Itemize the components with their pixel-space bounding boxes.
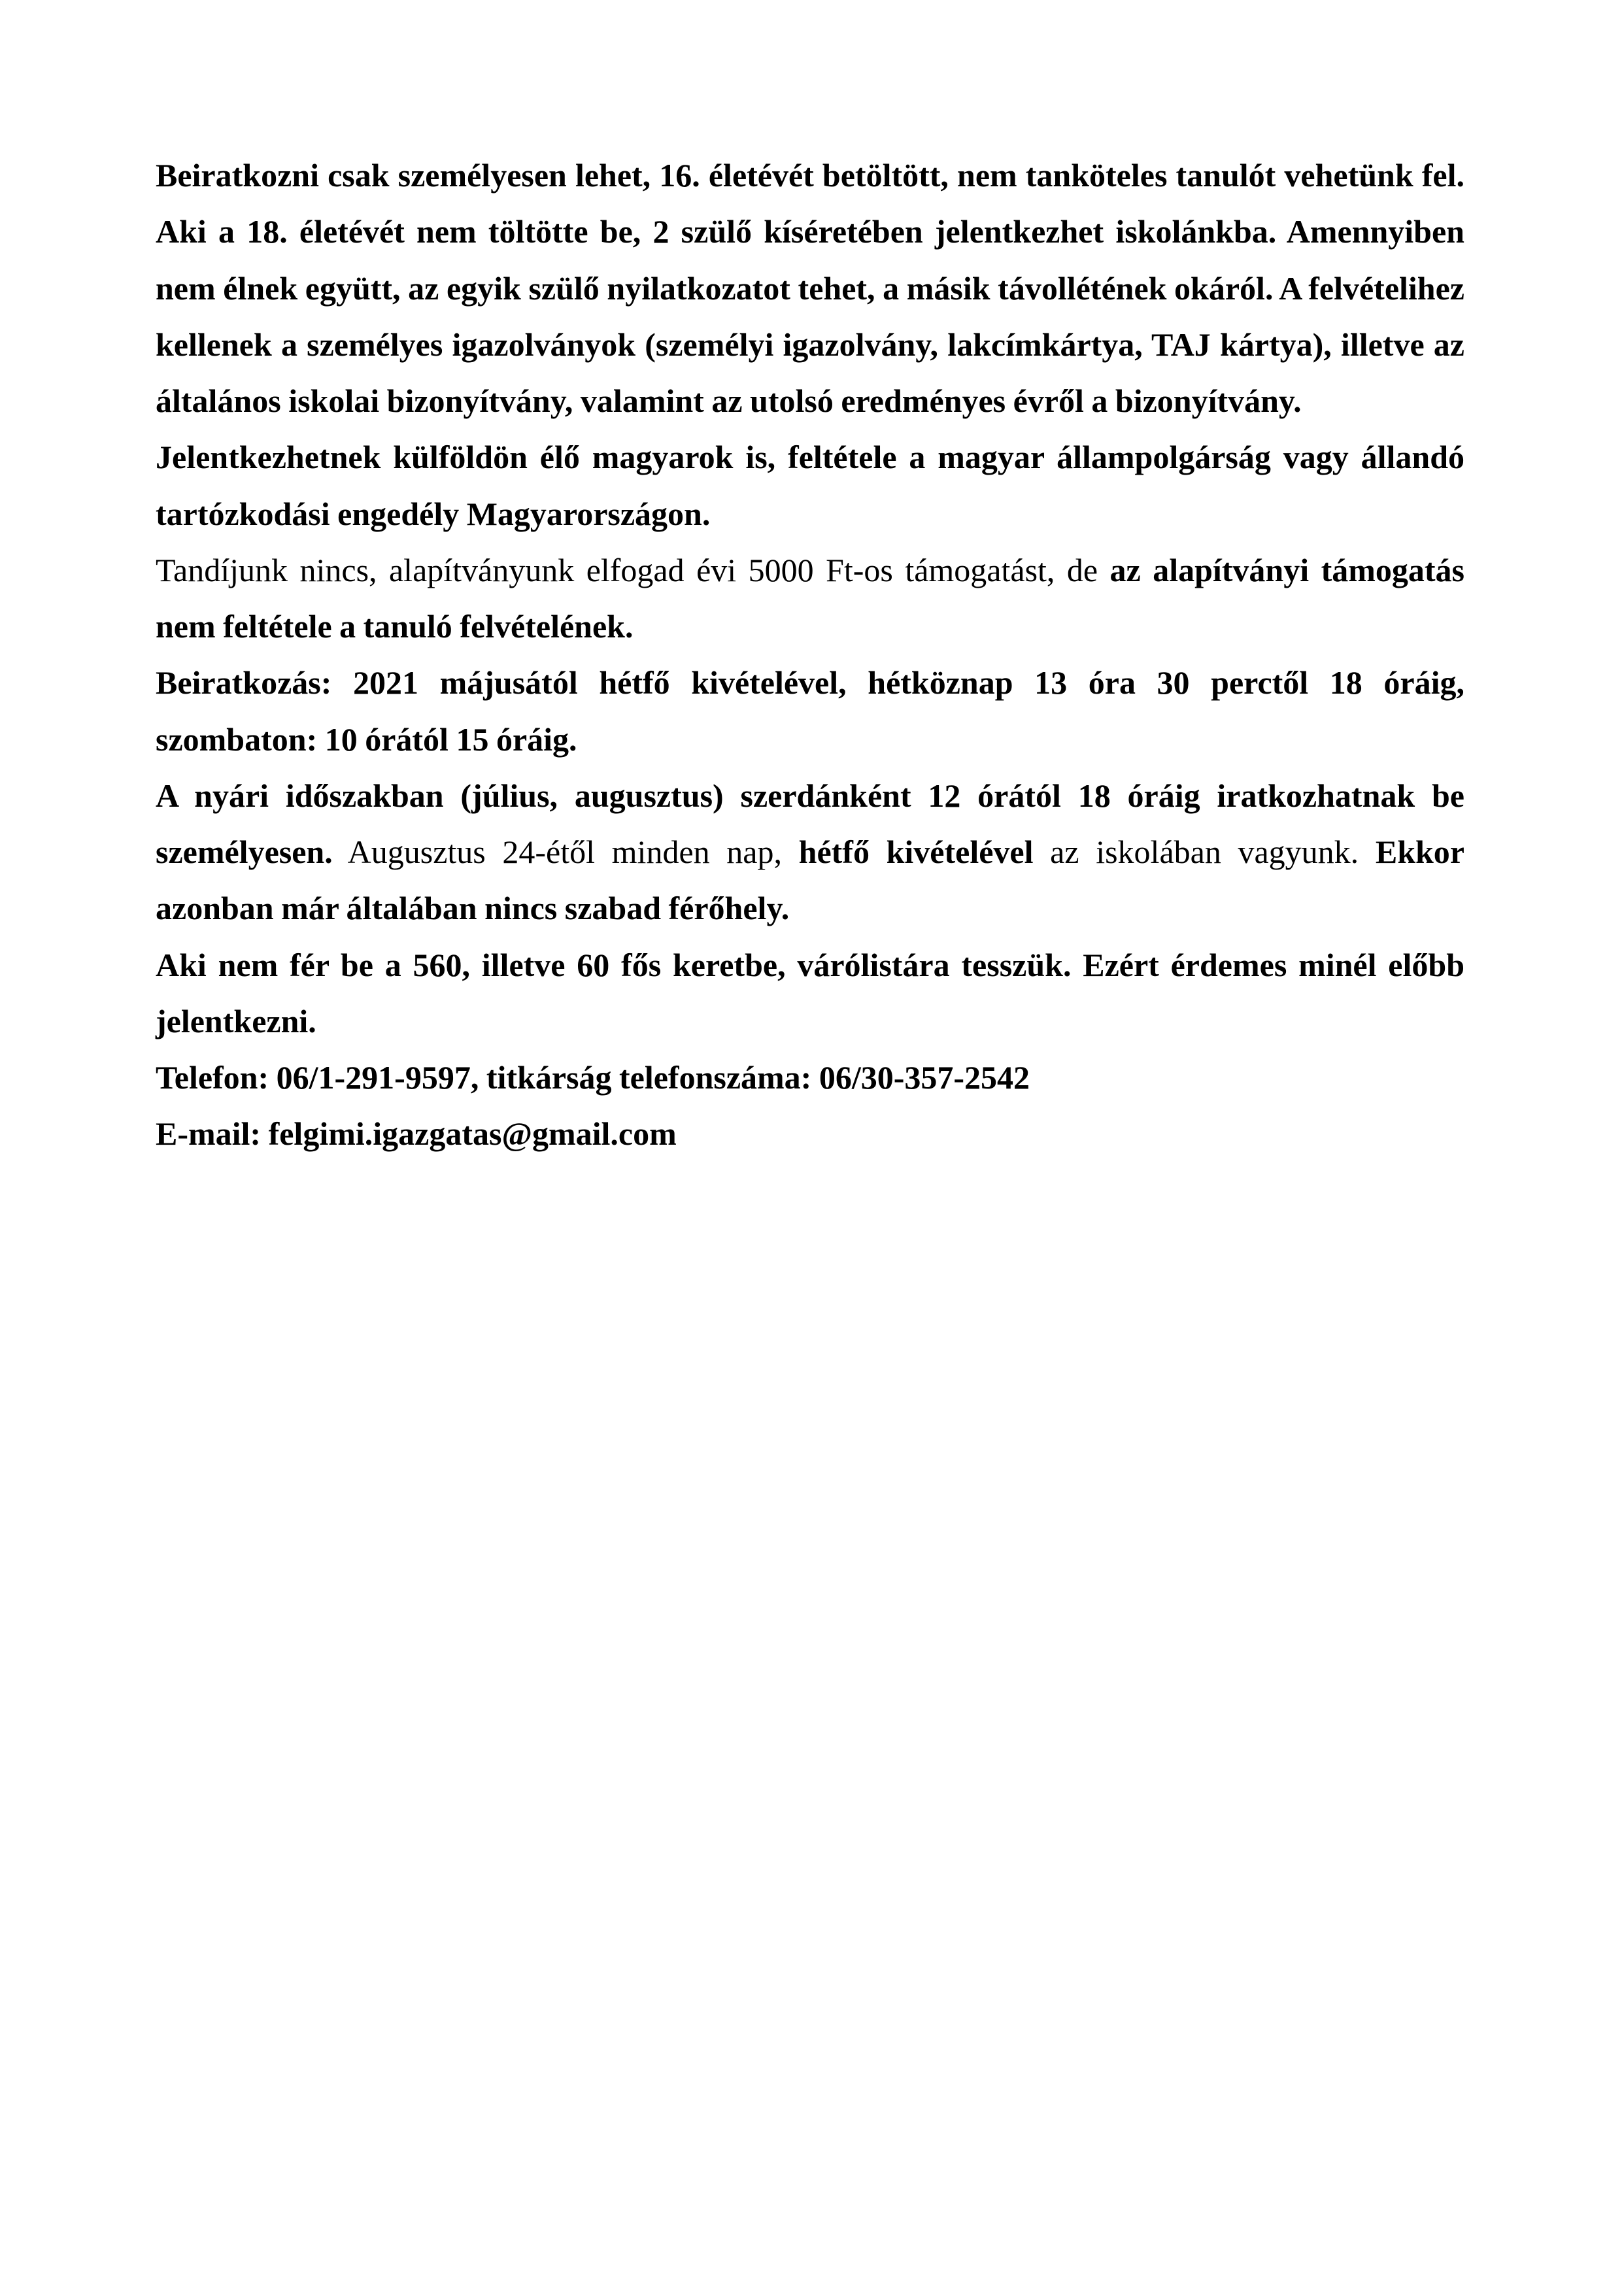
text-run: Jelentkezhetnek külföldön élő magyarok is, feltétele a magyar állampolgárság vagy állandó tartózkodási engedély Magyarországon. bbox=[156, 439, 1464, 532]
paragraph bbox=[156, 1049, 1464, 1105]
text-run: Beiratkozni csak személyesen lehet, 16. életévét betöltött, nem tanköteles tanulót vehetünk fel. Aki a 18. életévét nem töltötte be, 2 szülő kíséretében jelentkezhet iskolánkba. Amennyiben nem élnek együtt, az egyik szülő nyilatkozatot tehet, a másik távollétének okáról. A felvételihez kellenek a személyes igazolványok (személyi igazolvány, lakcímkártya, TAJ kártya), illetve az általános iskolai bizonyítvány, valamint az utolsó eredményes évről a bizonyítvány. bbox=[156, 157, 1464, 419]
text-run: E-mail: felgimi.igazgatas@gmail.com bbox=[156, 1115, 677, 1153]
text-run: az iskolában vagyunk. bbox=[1033, 834, 1376, 870]
paragraph bbox=[156, 147, 1464, 429]
text-run: Augusztus 24-étől minden nap, bbox=[332, 834, 799, 870]
text-run: A nyári időszakban (július, augusztus) szerdánként 12 órától 18 óráig iratkozhatnak be személyesen. bbox=[156, 777, 1464, 870]
paragraph bbox=[156, 654, 1464, 767]
text-run: Ekkor azonban már általában nincs szabad férőhely. bbox=[156, 834, 1465, 927]
paragraph bbox=[156, 767, 1464, 937]
paragraph bbox=[156, 429, 1464, 542]
document-body bbox=[156, 147, 1464, 1162]
text-run: az alapítványi támogatás nem feltétele a tanuló felvételének. bbox=[156, 551, 1465, 645]
paragraph bbox=[156, 937, 1464, 1050]
paragraph bbox=[156, 542, 1464, 655]
text-run: Telefon: 06/1-291-9597, titkárság telefonszáma: 06/30-357-2542 bbox=[156, 1059, 1030, 1096]
paragraph bbox=[156, 1105, 1464, 1162]
text-run: Beiratkozás: 2021 májusától hétfő kivételével, hétköznap 13 óra 30 perctől 18 óráig, szombaton: 10 órától 15 óráig. bbox=[156, 664, 1464, 758]
text-run: hétfő kivételével bbox=[798, 834, 1034, 870]
text-run: Aki nem fér be a 560, illetve 60 fős keretbe, várólistára tesszük. Ezért érdemes minél előbb jelentkezni. bbox=[156, 946, 1464, 1039]
text-run: Tandíjunk nincs, alapítványunk elfogad évi 5000 Ft-os támogatást, de bbox=[156, 551, 1110, 588]
